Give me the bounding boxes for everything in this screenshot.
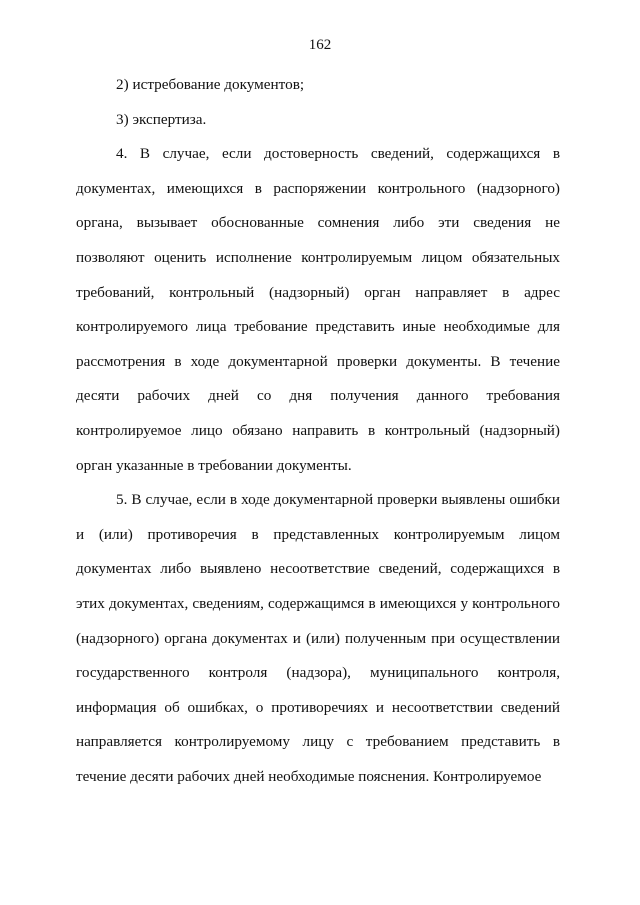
list-item-documents-request: 2) истребование документов; [116,76,305,93]
document-body [76,68,560,794]
list-item-expertise: 3) экспертиза. [116,110,207,128]
paragraph-4: 4. В случае, если достоверность сведений, содержащихся в документах, имеющихся в распоряжении контрольного (надзорного) органа, вызывает обоснованные сомнения либо эти сведения не позволяют оценить исполнение контролируемым лицом обязательных требований, контрольный (надзорный) орган направляет в адрес контролируемого лица требование представить иные необходимые для рассмотрения в ходе документарной проверки документы. В течение десяти рабочих дней со дня получения данного требования контролируемое лицо обязано направить в контрольный (надзорный) орган указанные в требовании документы. [76,145,560,474]
paragraph-5: 5. В случае, если в ходе документарной проверки выявлены ошибки и (или) противоречия в представленных контролируемым лицом документах либо выявлено несоответствие сведений, содержащихся в этих документах, сведениям, содержащимся в имеющихся у контрольного (надзорного) органа документах и (или) полученным при осуществлении государственного контроля (надзора), муниципального контроля, информация об ошибках, о противоречиях и несоответствии сведений направляется контролируемому лицу с требованием представить в течение десяти рабочих дней необходимые пояснения. Контролируемое [76,491,560,785]
page-number: 162 [308,37,332,53]
